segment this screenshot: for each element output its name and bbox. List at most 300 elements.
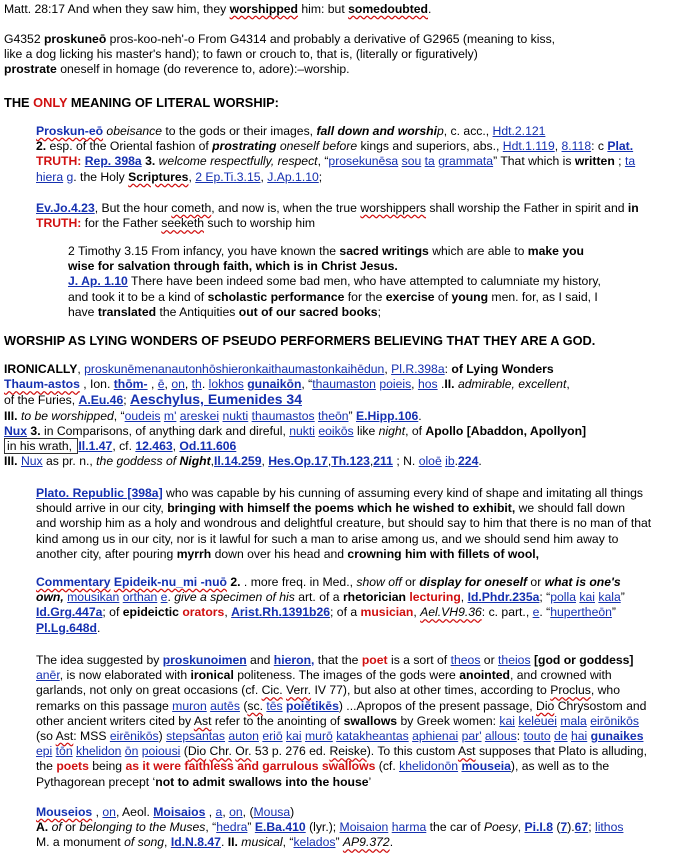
sense-number: 2.	[36, 139, 47, 154]
greek-link[interactable]: th	[191, 377, 202, 392]
idea-text: by Greek women:	[397, 713, 500, 728]
idea-text: ) ...Apropos of the present passage,	[338, 698, 537, 713]
greek-link[interactable]: Moisaion	[339, 820, 389, 835]
greek-link[interactable]: mousikan	[67, 590, 120, 605]
commentary-emph: epideictic	[122, 605, 179, 620]
idea-text: supposes that Plato is alluding,	[475, 744, 647, 759]
thauma-emph: Apollo	[425, 423, 464, 438]
thauma-text: night	[378, 423, 406, 438]
verse-word-worshipped: worshipped	[229, 2, 298, 16]
greek-link[interactable]: murō	[305, 729, 333, 744]
commentary-text: .	[167, 590, 175, 605]
idea-text: garlands, not only on great occasions (cf.	[36, 683, 262, 698]
mouseios-text: (lyr.);	[305, 820, 340, 835]
commentary-text: ; of a	[330, 605, 361, 620]
idea-text: ). To this custom	[366, 744, 458, 759]
lexicon-text: . the Holy	[73, 169, 129, 184]
greek-link[interactable]: ta	[624, 154, 636, 169]
greek-link[interactable]: stepsantas	[166, 729, 226, 744]
commentary-line	[36, 575, 688, 590]
idea-text: Ast	[55, 729, 74, 744]
idea-text: is a sort of	[387, 653, 451, 667]
lexicon-line	[36, 154, 688, 169]
thauma-text: .	[418, 408, 422, 423]
sense-number: III.	[4, 454, 18, 469]
idea-text: IV 77), but also at other times, according to	[311, 683, 551, 698]
john-text: seeketh	[161, 216, 204, 231]
greek-link[interactable]: keleuei	[518, 713, 557, 728]
greek-link[interactable]: autēs	[210, 698, 240, 713]
ref-link[interactable]: Pi.I.8	[524, 820, 553, 835]
thauma-text: as pr. n.,	[42, 454, 97, 469]
timothy-emph: sacred writings	[339, 244, 429, 258]
john-block	[36, 201, 688, 231]
commentary-text: show off	[356, 575, 402, 589]
commentary-line	[36, 590, 688, 605]
greek-link[interactable]: aphienai	[412, 729, 459, 744]
strongs-line: like a dog licking his master's hand); to fawn or crouch to, that is, (literally or figuratively)	[4, 47, 478, 62]
thauma-block	[4, 362, 694, 469]
republic-line	[36, 486, 688, 501]
sense-number: II.	[444, 377, 455, 392]
commentary-text: .	[96, 620, 101, 635]
mouseios-text: )	[290, 805, 295, 819]
john-text: shall worship the Father in spirit and	[426, 201, 628, 215]
greek-link[interactable]: hupertheōn	[550, 605, 612, 620]
thauma-text: , of	[405, 423, 426, 438]
greek-link[interactable]: poieis	[379, 377, 412, 392]
greek-link[interactable]: de	[554, 729, 568, 744]
ref-link[interactable]: 211	[373, 454, 393, 469]
greek-link[interactable]: eriō	[262, 729, 283, 744]
greek-link[interactable]: kai	[579, 590, 595, 605]
ref-link[interactable]: Pl.R.398a	[391, 362, 445, 376]
commentary-line	[36, 621, 688, 636]
mouseios-text: ).	[567, 820, 575, 835]
greek-link[interactable]: hiera	[36, 169, 64, 184]
mouseios-text: M. a monument	[36, 835, 125, 850]
commentary-text: ”	[620, 590, 625, 605]
idea-text: Chrysostom and	[554, 698, 647, 713]
greek-link[interactable]: eirōnikōs	[590, 713, 639, 728]
commentary-emph: what is one's	[544, 575, 621, 589]
commentary-block	[36, 575, 688, 636]
john-line	[36, 201, 688, 216]
republic-line	[36, 547, 688, 562]
greek-link[interactable]: auton	[228, 729, 259, 744]
thauma-text: .	[478, 454, 482, 469]
greek-link[interactable]: tōn	[55, 744, 73, 759]
greek-link[interactable]: epi	[36, 744, 53, 759]
ref-link[interactable]: Rep. 398a	[84, 154, 142, 169]
timothy-emph: wise for salvation through faith, which is in Christ Jesus.	[68, 259, 398, 274]
republic-block	[36, 486, 688, 562]
timothy-line	[68, 259, 686, 274]
commentary-line	[36, 605, 688, 620]
sense-number: 2.	[230, 575, 241, 589]
greek-link[interactable]: nukti	[222, 408, 249, 423]
heading-text: THE	[4, 95, 34, 110]
idea-text: or	[480, 653, 499, 667]
heading-text: MEANING OF LITERAL WORSHIP:	[67, 95, 279, 110]
republic-text: who was capable by his cunning of assuming every kind of shape and imitating all things	[162, 486, 643, 500]
ref-link[interactable]: A.Eu.46	[78, 393, 124, 408]
commentary-text: ; of	[102, 605, 123, 620]
greek-link[interactable]: mouseia	[461, 759, 511, 774]
strongs-line	[4, 62, 555, 77]
john-text: such to worship him	[203, 216, 316, 231]
idea-text: , is now elaborated with	[59, 668, 191, 683]
idea-text: )	[158, 729, 167, 744]
commentary-text: ,	[413, 605, 421, 620]
commentary-text: Ael.VH9.36	[420, 605, 482, 620]
sense-number: A.	[36, 820, 49, 835]
idea-red: as it were faithless and garrulous swallows	[125, 759, 376, 774]
mouseios-text: .	[220, 835, 228, 850]
strongs-text: pros-koo-neh'-o From G4314 and probably a derivative of G2965 (meaning to kiss,	[106, 32, 556, 46]
greek-link[interactable]: nukti	[289, 423, 315, 438]
ref-link[interactable]: 8.118	[561, 139, 592, 154]
greek-link[interactable]: muron	[172, 698, 207, 713]
timothy-text: for the	[344, 289, 386, 304]
mouseios-text: ,	[222, 805, 230, 819]
ref-link[interactable]: 7	[560, 820, 568, 835]
thauma-text: .	[437, 377, 445, 392]
thauma-line	[4, 362, 694, 377]
mouseios-line	[36, 820, 688, 835]
mouseios-text: (	[552, 820, 561, 835]
commentary-text: . more freq. in Med.,	[240, 575, 357, 589]
idea-text: Chr.	[209, 744, 232, 759]
greek-link[interactable]: orthan	[122, 590, 158, 605]
idea-text: Dio	[536, 698, 555, 713]
lexicon-text: ;	[614, 154, 625, 169]
idea-emph: swallows	[343, 713, 398, 728]
ref-link[interactable]: Id.Grg.447a	[36, 605, 103, 620]
idea-line	[36, 729, 688, 744]
greek-link[interactable]: Nux	[4, 423, 28, 438]
lexicon-text: welcome respectfully, respect	[155, 154, 318, 169]
thauma-text: in Comparisons, of anything dark and direful,	[40, 423, 290, 438]
commentary-label: Commentary	[36, 575, 111, 589]
ref-link[interactable]: Id.Phdr.235a	[467, 590, 540, 605]
greek-link[interactable]: on	[102, 805, 116, 819]
idea-text: being	[88, 759, 126, 774]
greek-link[interactable]: anēr	[36, 668, 60, 683]
lexicon-headword: Thaum-astos	[4, 377, 80, 392]
greek-link[interactable]: theos	[450, 653, 481, 667]
greek-link[interactable]: poiousi	[141, 744, 181, 759]
commentary-text: art. of a	[294, 590, 343, 605]
lexicon-emph: prostrating	[212, 139, 277, 154]
idea-red: poet	[361, 653, 388, 667]
thauma-text: ; N.	[392, 454, 419, 469]
thauma-text: ,	[384, 362, 392, 376]
commentary-text: or	[401, 575, 420, 589]
greek-link[interactable]: oloē	[418, 454, 442, 469]
greek-link[interactable]: proskunoimen	[162, 653, 247, 667]
greek-link[interactable]: polla	[550, 590, 576, 605]
ref-link[interactable]: J.Ap.1.10	[267, 169, 319, 184]
greek-link[interactable]: touto	[523, 729, 551, 744]
republic-text: should arrive in our city,	[36, 501, 168, 516]
mouseios-text: , (	[242, 805, 254, 819]
timothy-emph: exercise	[385, 289, 435, 304]
greek-link[interactable]: Nux	[20, 454, 43, 469]
ref-link[interactable]: Hdt.1.119	[502, 139, 555, 154]
john-text: worshippers	[360, 201, 427, 215]
greek-link[interactable]: hieron,	[273, 653, 315, 667]
greek-link[interactable]: thaumastos	[251, 408, 315, 423]
ref-link[interactable]: Il.14.259	[214, 454, 262, 469]
ref-link[interactable]: 67	[574, 820, 589, 835]
idea-text: other ancient writers cited by	[36, 713, 194, 728]
thauma-text: .	[201, 377, 209, 392]
greek-link[interactable]: hos	[417, 377, 438, 392]
lexicon-text: : c	[591, 139, 608, 154]
greek-link[interactable]: theōn	[318, 408, 349, 423]
idea-text: 53 p. 276 ed.	[251, 744, 330, 759]
greek-link[interactable]: Mousa	[253, 805, 291, 819]
thauma-text: to be worshipped	[20, 408, 114, 423]
greek-link[interactable]: par'	[461, 729, 482, 744]
thauma-text: ,	[147, 377, 158, 392]
greek-link[interactable]: e	[532, 605, 540, 620]
ref-link[interactable]: Id.N.8.47	[170, 835, 221, 850]
greek-link[interactable]: gunaikōn	[247, 377, 302, 392]
greek-link[interactable]: proskunēmenanautonhōshieronkaithaumastonkaihēdun	[84, 362, 385, 376]
ref-link[interactable]: Aeschylus, Eumenides 34	[130, 391, 302, 408]
john-text: cometh	[171, 201, 212, 215]
greek-link[interactable]: eoikōs	[318, 423, 354, 438]
timothy-line	[68, 305, 686, 320]
greek-link[interactable]: ōn	[124, 744, 139, 759]
lexicon-emph: fall down and worshi	[316, 124, 437, 138]
greek-link[interactable]: Moisaios	[153, 805, 206, 819]
verse-ref: Matt. 28:17 And when they saw him, they	[4, 2, 230, 16]
thauma-line	[4, 424, 694, 439]
mouseios-text: , “	[205, 820, 217, 835]
idea-text: : MSS	[73, 729, 110, 744]
greek-link[interactable]: a	[215, 805, 223, 819]
strongs-number: G4352	[4, 32, 44, 46]
greek-link[interactable]: poiētikēs	[286, 698, 339, 713]
mouseios-text: ,	[517, 820, 525, 835]
mouseios-line	[36, 805, 688, 820]
ref-link[interactable]: ib	[445, 454, 455, 469]
idea-text: that the	[314, 653, 362, 667]
thauma-emph: Night	[179, 454, 211, 469]
idea-line	[36, 668, 688, 683]
greek-link[interactable]: hedra	[216, 820, 248, 835]
lexicon-text: to the gods or their images,	[162, 124, 317, 138]
commentary-red: lecturing	[409, 590, 461, 605]
strongs-block	[4, 32, 555, 78]
commentary-text: : c. part.,	[481, 605, 533, 620]
thauma-text: , “	[301, 377, 313, 392]
thauma-line	[4, 377, 694, 392]
timothy-emph: make you	[527, 244, 584, 258]
republic-line	[36, 501, 688, 516]
heading-literal-worship	[4, 95, 279, 110]
ref-link[interactable]: E.Hipp.106	[355, 408, 419, 423]
thauma-text: .	[454, 454, 459, 469]
timothy-emph: young	[451, 289, 489, 304]
greek-link[interactable]: sou	[401, 154, 422, 169]
republic-text: another city, after pouring	[36, 546, 177, 561]
greek-link[interactable]: mala	[560, 713, 587, 728]
verse-word-somedoubted: somedoubted	[348, 2, 429, 16]
mouseios-text: ”	[247, 820, 255, 835]
greek-link[interactable]: ta	[424, 154, 435, 169]
greek-link[interactable]: thōm-	[113, 377, 148, 392]
timothy-text: ;	[377, 304, 381, 319]
idea-text: (so	[36, 729, 56, 744]
greek-link[interactable]: on	[171, 377, 185, 392]
greek-link[interactable]: tēs	[266, 698, 283, 713]
greek-link[interactable]: m'	[163, 408, 177, 423]
ref-link[interactable]: Hdt.2.121	[492, 124, 546, 138]
ref-link[interactable]: 12.463	[135, 439, 173, 454]
idea-emph: not to admit swallows into the house	[155, 774, 369, 789]
idea-text: :	[516, 729, 524, 744]
ref-link[interactable]: E.Ba.410	[254, 820, 306, 835]
greek-link[interactable]: thaumaston	[312, 377, 376, 392]
idea-text: (	[239, 698, 248, 713]
ref-link[interactable]: Pl.Lg.648d	[36, 620, 97, 635]
greek-link[interactable]: khelidonōn	[399, 759, 459, 774]
idea-emph: ironical	[190, 668, 234, 683]
ref-link[interactable]: J. Ap. 1.10	[68, 274, 128, 289]
lexicon-headword: Proskun-eō	[36, 124, 104, 138]
greek-link[interactable]: oudeis	[124, 408, 161, 423]
commentary-text: ,	[460, 590, 468, 605]
greek-link[interactable]: khelidon	[76, 744, 122, 759]
john-text: , and now is, when the true	[211, 201, 361, 215]
ref-link[interactable]: 2 Ep.Ti.3.15	[195, 169, 261, 184]
greek-link[interactable]: harma	[391, 820, 427, 835]
thauma-text: ,	[172, 439, 180, 454]
thauma-text: ,	[411, 377, 418, 392]
greek-link[interactable]: kelados	[293, 835, 336, 850]
timothy-text: which are able to	[428, 244, 528, 258]
idea-text: and	[246, 653, 274, 667]
mouseios-text: ,	[164, 835, 171, 850]
thauma-text: like	[353, 423, 379, 438]
thauma-text: ;	[123, 393, 131, 408]
idea-line	[36, 759, 688, 774]
idea-line	[36, 653, 688, 668]
thauma-line	[4, 392, 694, 408]
lexicon-line	[36, 170, 688, 185]
ref-link[interactable]: Plato. Republic [398a]	[36, 486, 163, 500]
commentary-red: musician	[360, 605, 414, 620]
timothy-line	[68, 274, 686, 289]
idea-text: the	[36, 759, 57, 774]
ref-link[interactable]: Od.11.606	[179, 439, 237, 454]
idea-line	[36, 714, 688, 729]
ref-link[interactable]: Arist.Rh.1391b26	[231, 605, 331, 620]
mouseios-text: Poesy	[483, 820, 518, 835]
ref-link[interactable]: Ev.Jo.4.23	[36, 201, 95, 215]
strongs-text: oneself in homage (do reverence to, adore):–worship.	[56, 62, 350, 77]
greek-link[interactable]: gunaikes	[590, 729, 644, 744]
heading-text: WORSHIP AS LYING WONDERS OF PSEUDO PERFORMERS BELIEVING THAT THEY ARE A GOD.	[4, 333, 596, 348]
greek-link[interactable]: katakheantas	[336, 729, 409, 744]
lexicon-text: ,	[188, 169, 196, 184]
ref-link[interactable]: Il.1.47	[78, 439, 113, 454]
lexicon-text: esp. of the Oriental fashion of	[46, 139, 213, 154]
greek-link[interactable]: kai	[499, 713, 515, 728]
thauma-text: ,	[369, 454, 374, 469]
ref-link[interactable]: Hes.Op.17	[268, 454, 328, 469]
strongs-line	[4, 32, 555, 47]
idea-text: refer to the anointing of	[211, 713, 344, 728]
timothy-text: of	[434, 289, 452, 304]
lexicon-emph: Scriptures	[128, 169, 189, 184]
greek-link[interactable]: g	[66, 169, 74, 184]
idea-emph: anointed	[459, 668, 510, 683]
idea-text: (	[180, 744, 188, 759]
greek-link[interactable]: eirēnikōs	[109, 729, 159, 744]
idea-text: , and crowned with	[510, 668, 612, 683]
timothy-emph: scholastic performance	[207, 289, 345, 304]
mouseios-text: the car of	[426, 820, 484, 835]
greek-link[interactable]: theios	[498, 653, 531, 667]
lexicon-text: p	[437, 124, 444, 138]
timothy-text: There have been indeed some bad men, who have attempted to calumniate my history,	[127, 274, 601, 289]
john-text: for the Father	[81, 216, 162, 231]
commentary-emph: own,	[36, 590, 64, 605]
thauma-text: ,	[210, 454, 215, 469]
thauma-line	[4, 439, 694, 454]
thauma-text: in his wrath,	[4, 438, 78, 454]
greek-link[interactable]: prosekunēsa	[328, 154, 399, 169]
greek-link[interactable]: hai	[571, 729, 588, 744]
idea-line	[36, 699, 688, 714]
idea-text: sc.	[247, 698, 263, 713]
verse-line	[4, 2, 431, 17]
ref-link[interactable]: Th.123	[331, 454, 370, 469]
lexicon-headword: Epideik-nu_mi -nuō	[113, 575, 227, 589]
greek-link[interactable]: lithos	[595, 820, 624, 835]
timothy-line	[68, 244, 686, 259]
greek-link[interactable]: grammata	[438, 154, 494, 169]
greek-link[interactable]: areskei	[179, 408, 220, 423]
lexicon-text: kings and superiors, abs.,	[357, 139, 503, 154]
thauma-text: of the Furies,	[4, 393, 79, 408]
greek-link[interactable]: allous	[484, 729, 517, 744]
thauma-text: admirable, excellent	[457, 377, 567, 392]
proskuneo-block	[36, 124, 688, 185]
verse-text: him: but	[297, 2, 349, 16]
greek-link[interactable]: lokhos	[208, 377, 244, 392]
ref-link[interactable]: 224	[458, 454, 479, 469]
mouseios-text: of	[51, 820, 62, 835]
greek-link[interactable]: ē	[157, 377, 165, 392]
ref-link[interactable]: Plat.	[607, 139, 634, 154]
mouseios-text: ,	[92, 805, 103, 819]
thauma-text: ,	[164, 377, 172, 392]
thauma-text: ,	[261, 454, 269, 469]
greek-link[interactable]: e	[160, 590, 168, 605]
greek-link[interactable]: kala	[598, 590, 621, 605]
mouseios-text: , “	[282, 835, 294, 850]
idea-text: ), as well as to the	[510, 759, 610, 774]
greek-link[interactable]: on	[229, 805, 243, 819]
idea-text: (cf.	[375, 759, 400, 774]
greek-link[interactable]: kai	[286, 729, 302, 744]
